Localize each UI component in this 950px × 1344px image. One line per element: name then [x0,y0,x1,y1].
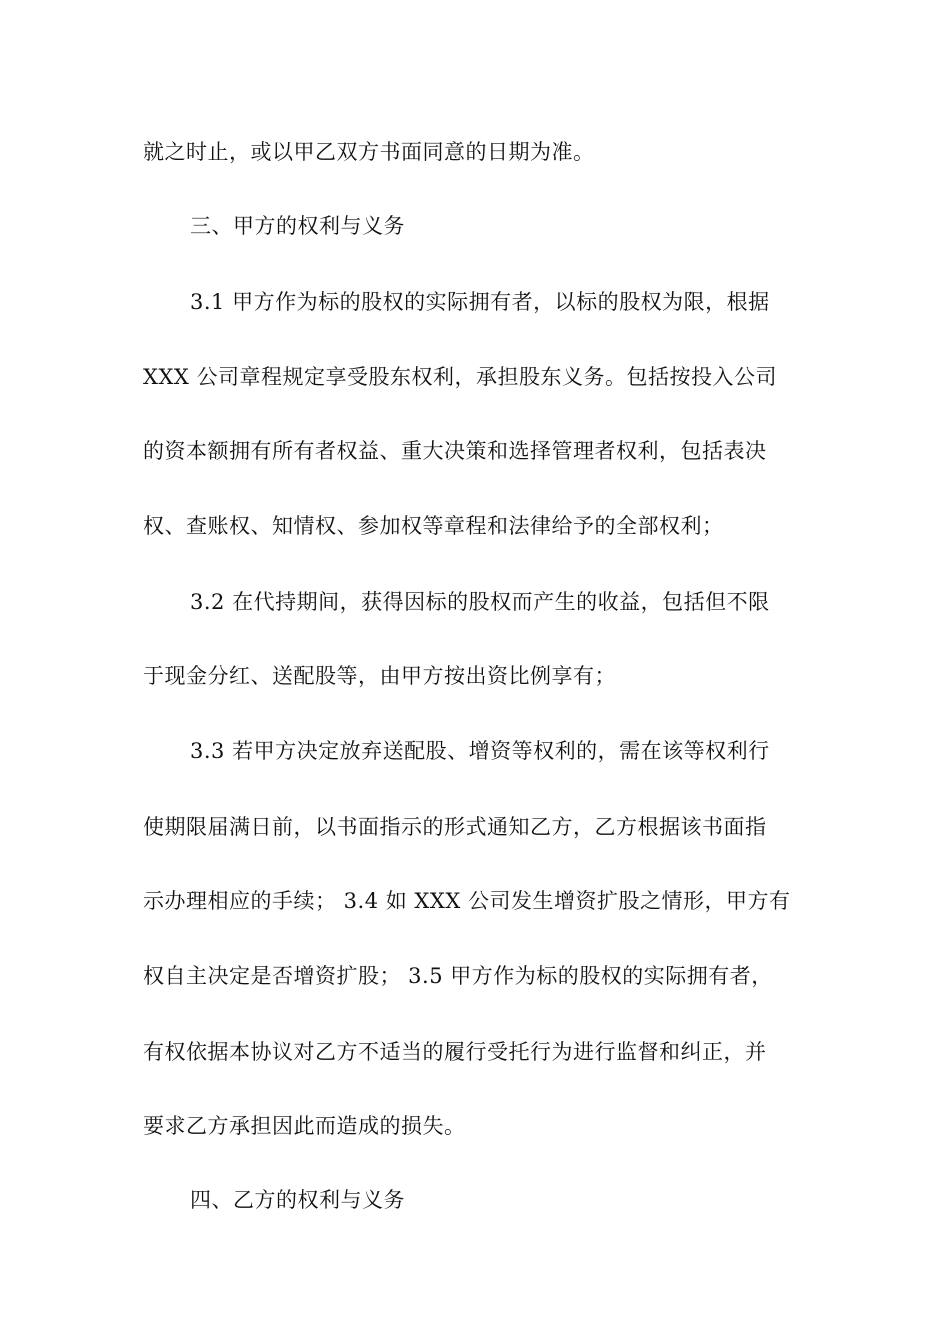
clause-text-line: 示办理相应的手续； 3.4 如 XXX 公司发生增资扩股之情形，甲方有 [143,889,791,913]
clause-text-line: 于现金分红、送配股等，由甲方按出资比例享有； [143,664,616,688]
section-heading: 三、甲方的权利与义务 [190,214,405,238]
clause-text-line: 3.3 若甲方决定放弃送配股、增资等权利的，需在该等权利行 [190,739,770,763]
clause-text-line: 使期限届满日前，以书面指示的形式通知乙方，乙方根据该书面指 [143,815,767,839]
clause-text-line: 的资本额拥有所有者权益、重大决策和选择管理者权利，包括表决 [143,439,767,463]
clause-text-line: 权、查账权、知情权、参加权等章程和法律给予的全部权利； [143,514,724,538]
clause-text-line: 权自主决定是否增资扩股； 3.5 甲方作为标的股权的实际拥有者， [143,964,773,988]
clause-text-line: 有权依据本协议对乙方不适当的履行受托行为进行监督和纠正，并 [143,1040,767,1064]
clause-text-line: 要求乙方承担因此而造成的损失。 [143,1114,466,1138]
clause-text-line: 3.1 甲方作为标的股权的实际拥有者，以标的股权为限，根据 [190,290,770,314]
section-heading: 四、乙方的权利与义务 [190,1188,405,1212]
clause-text-line: 3.2 在代持期间，获得因标的股权而产生的收益，包括但不限 [190,590,770,614]
clause-text-line: XXX 公司章程规定享受股东权利，承担股东义务。包括按投入公司 [143,365,778,389]
body-text-line: 就之时止，或以甲乙双方书面同意的日期为准。 [143,140,595,164]
